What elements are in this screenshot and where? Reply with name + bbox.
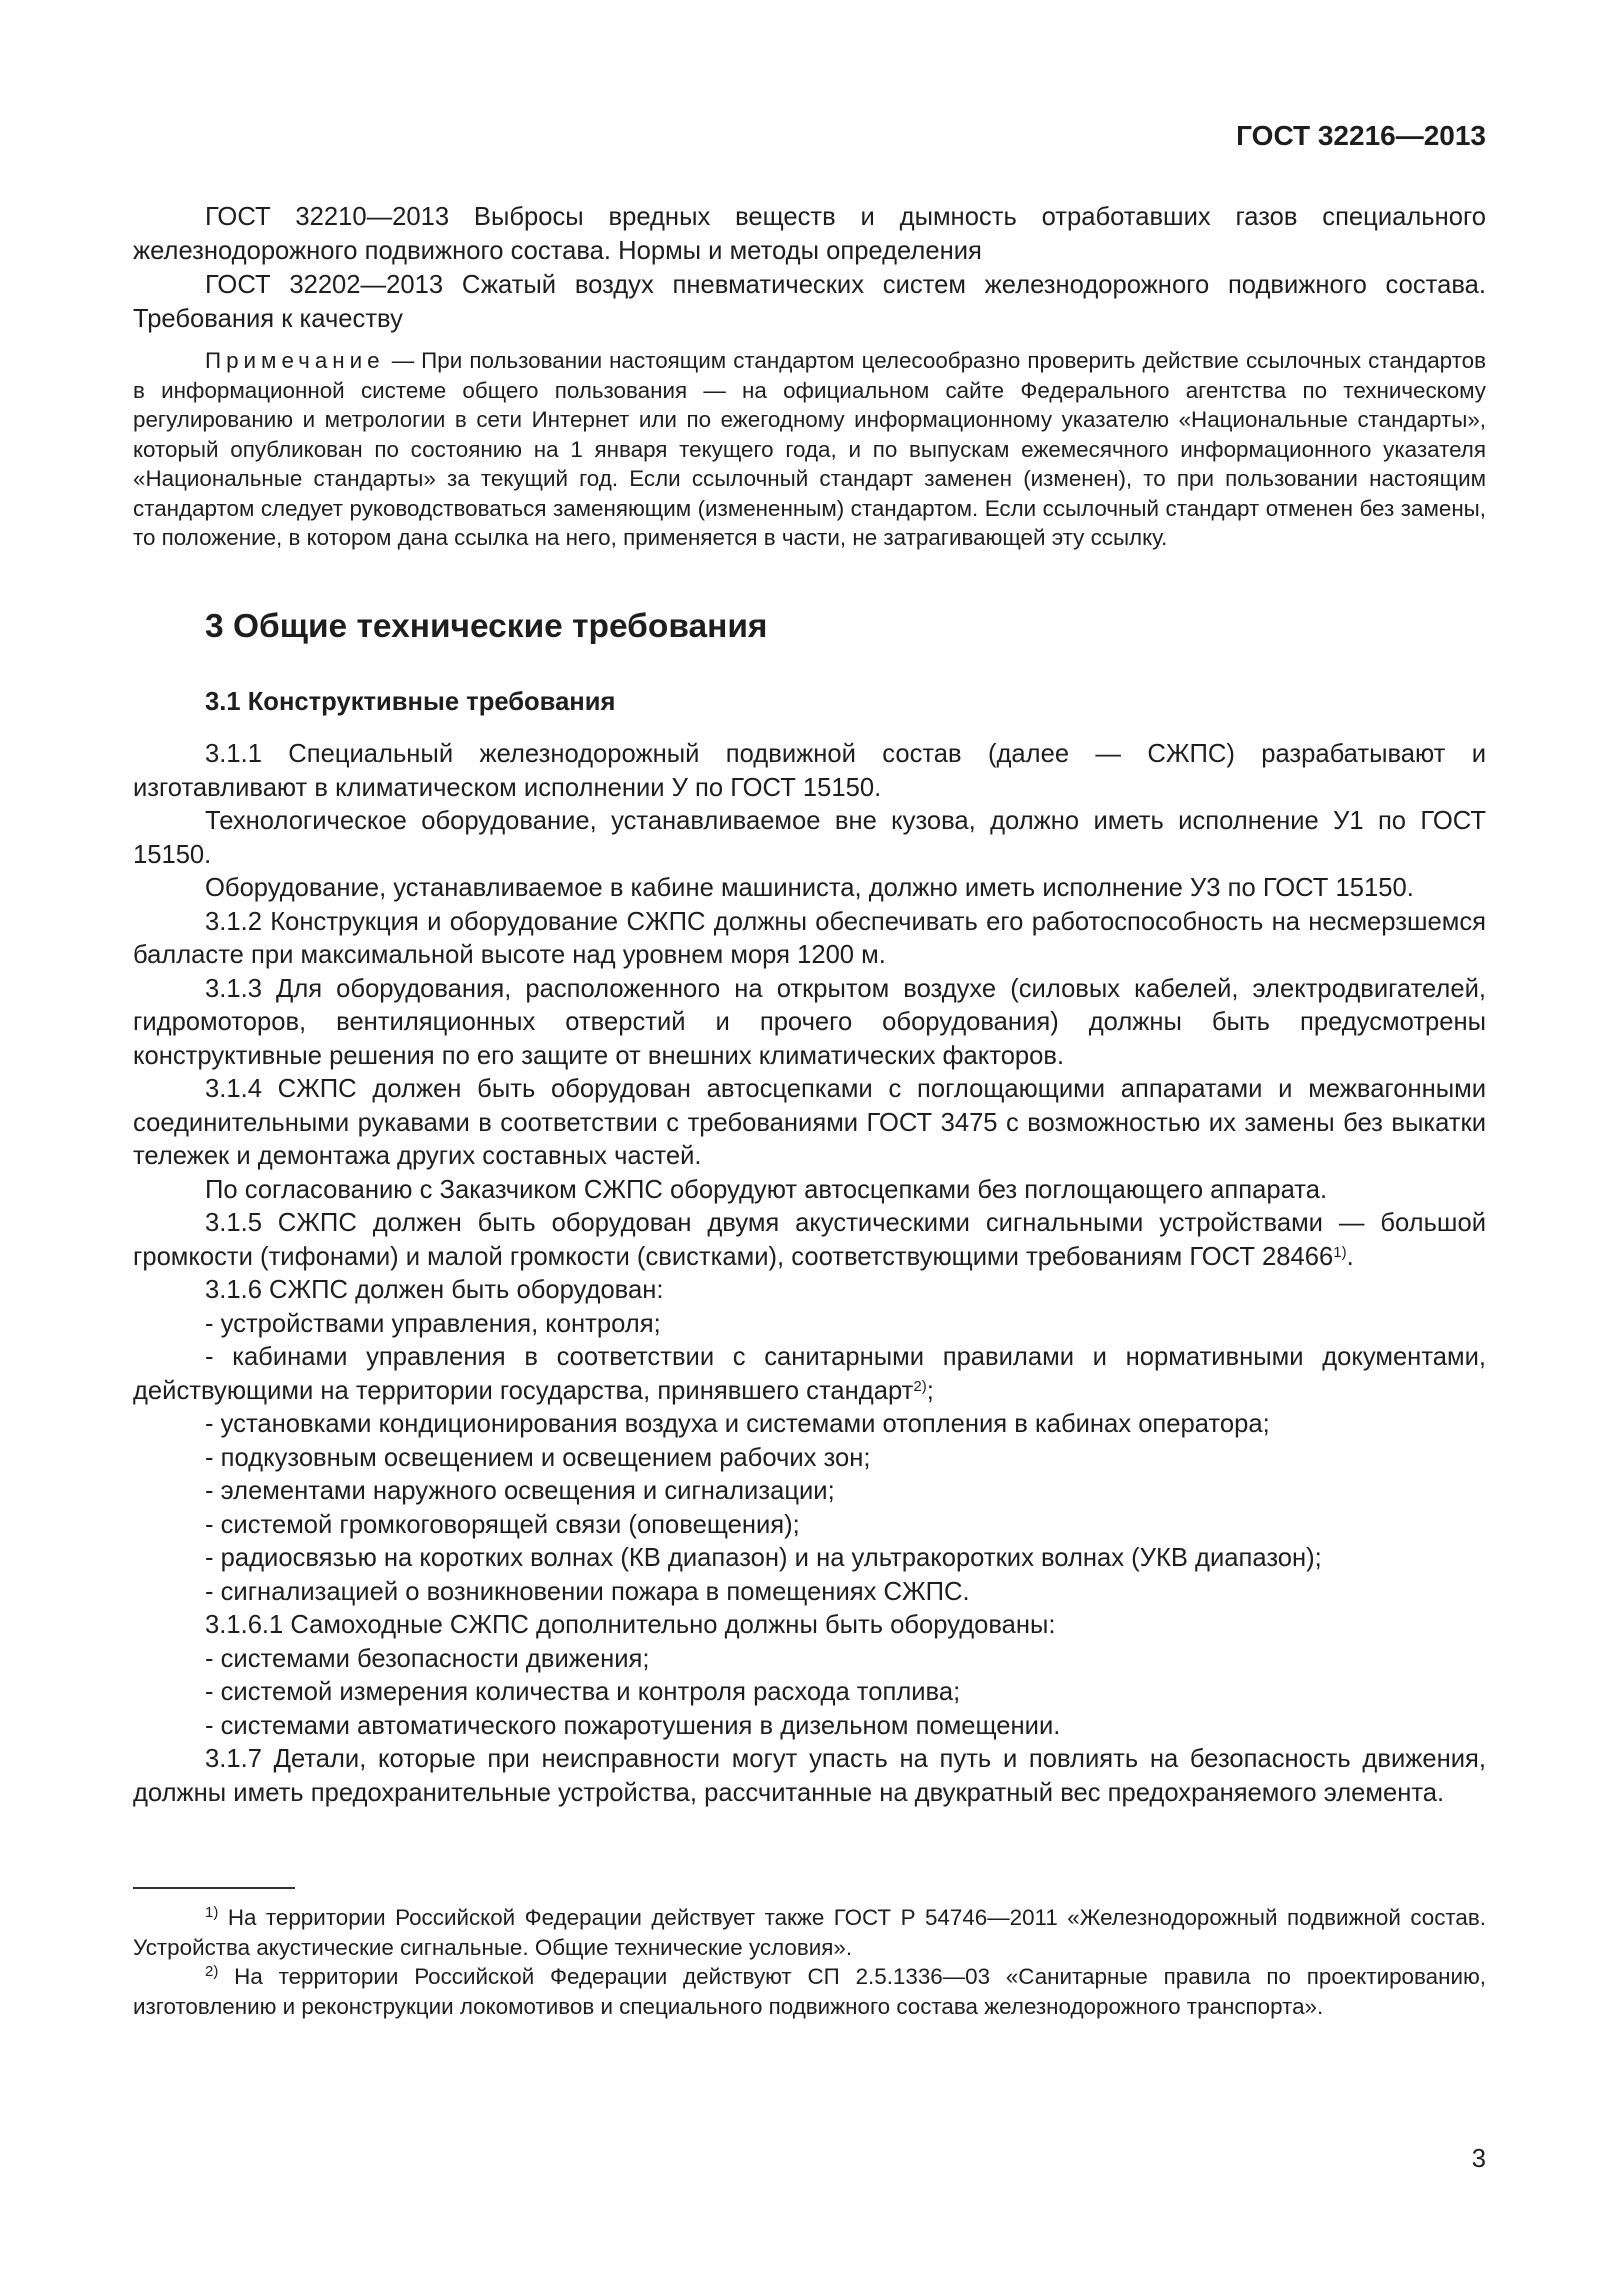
- paragraph: 3.1.6 СЖПС должен быть оборудован:: [205, 1276, 664, 1304]
- list-item: - элементами наружного освещения и сигнализации;: [205, 1477, 835, 1505]
- footnote-ref: 1): [1333, 1243, 1347, 1261]
- page-header-standard: ГОСТ 32216—2013: [1236, 120, 1486, 151]
- note-text: — При пользовании настоящим стандартом целесообразно проверить действие ссылочных стандартов в информационной системе общего пользования — на официальном сайте Федерального агентства по техническому регулированию и метрологии в сети Интернет или по ежегодному информационному указателю «Национальные стандарты», который опубликован по состоянию на 1 января текущего года, и по выпускам ежемесячного информационного указателя «Национальные стандарты» за текущий год. Если ссылочный стандарт заменен (изменен), то при пользовании настоящим стандартом следует руководствоваться заменяющим (измененным) стандартом. Если ссылочный стандарт отменен без замены, то положение, в котором дана ссылка на него, применяется в части, не затрагивающей эту ссылку.: [133, 348, 1486, 550]
- subsection-title: 3.1 Конструктивные требования: [205, 688, 616, 716]
- note-label: Примечание: [205, 348, 385, 373]
- paragraph: 3.1.2 Конструкция и оборудование СЖПС должны обеспечивать его работоспособность на несмерзшемся балласте при максимальной высоте над уровнем моря 1200 м.: [133, 907, 1486, 969]
- paragraph: 3.1.7 Детали, которые при неисправности могут упасть на путь и повлиять на безопасность движения, должны иметь предохранительные устройства, рассчитанные на двукратный вес предохраняемого элемента.: [133, 1745, 1486, 1807]
- paragraph: 3.1.1 Специальный железнодорожный подвижной состав (далее — СЖПС) разрабатывают и изготавливают в климатическом исполнении У по ГОСТ 15150.: [133, 740, 1486, 802]
- footnote-text: На территории Российской Федерации действуют СП 2.5.1336—03 «Санитарные правила по проектированию, изготовлению и реконструкции локомотивов и специального подвижного состава железнодорожного транспорта».: [133, 1964, 1486, 2019]
- footnote-ref: 2): [913, 1377, 927, 1395]
- footnote-mark: 1): [205, 1904, 219, 1921]
- footnote: [133, 1962, 1486, 2021]
- list-item: - системами безопасности движения;: [205, 1644, 650, 1673]
- note-block: [133, 346, 1486, 553]
- paragraph-3-1-5: [133, 1207, 1486, 1274]
- paragraph: По согласованию с Заказчиком СЖПС оборудуют автосцепками без поглощающего аппарата.: [205, 1175, 1328, 1204]
- paragraph-tail: .: [1346, 1242, 1354, 1271]
- section-body: [133, 738, 1486, 1810]
- paragraph: Оборудование, устанавливаемое в кабине машиниста, должно иметь исполнение У3 по ГОСТ 15150.: [205, 874, 1414, 902]
- paragraph-text: 3.1.5 СЖПС должен быть оборудован двумя акустическими сигнальными устройствами — большой громкости (тифонами) и малой громкости (свистками), соответствующими требованиям ГОСТ 28466: [133, 1209, 1486, 1271]
- footnote-divider: [133, 1887, 295, 1889]
- reference-item: ГОСТ 32210—2013 Выбросы вредных веществ и дымность отработавших газов специального железнодорожного подвижного состава. Нормы и методы определения: [133, 203, 1486, 265]
- paragraph: 3.1.3 Для оборудования, расположенного на открытом воздухе (силовых кабелей, электродвигателей, гидромоторов, вентиляционных отверстий и прочего оборудования) должны быть предусмотрены конструктивные решения по его защите от внешних климатических факторов.: [133, 974, 1486, 1070]
- list-item-cabins: [133, 1341, 1486, 1408]
- paragraph: 3.1.4 СЖПС должен быть оборудован автосцепками с поглощающими аппаратами и межвагонными соединительными рукавами в соответствии с требованиями ГОСТ 3475 с возможностью их замены без выкатки тележек и демонтажа других составных частей.: [133, 1075, 1486, 1170]
- list-item: - устройствами управления, контроля;: [205, 1309, 661, 1338]
- list-item: - установками кондиционирования воздуха и системами отопления в кабинах оператора;: [205, 1410, 1270, 1438]
- list-item-tail: ;: [926, 1376, 934, 1405]
- paragraph: Технологическое оборудование, устанавливаемое вне кузова, должно иметь исполнение У1 по ГОСТ 15150.: [133, 807, 1486, 869]
- footnote: [133, 1903, 1486, 1962]
- list-item: - радиосвязью на коротких волнах (КВ диапазон) и на ультракоротких волнах (УКВ диапазон);: [205, 1544, 1322, 1572]
- paragraph: 3.1.6.1 Самоходные СЖПС дополнительно должны быть оборудованы:: [205, 1611, 1056, 1639]
- reference-item: ГОСТ 32202—2013 Сжатый воздух пневматических систем железнодорожного подвижного состава. Требования к качеству: [133, 271, 1486, 333]
- list-item: - сигнализацией о возникновении пожара в помещениях СЖПС.: [205, 1577, 970, 1606]
- list-item: - системой громкоговорящей связи (оповещения);: [205, 1510, 800, 1539]
- section-title: 3 Общие технические требования: [205, 608, 768, 645]
- list-item-text: - кабинами управления в соответствии с санитарными правилами и нормативными документами, действующими на территории государства, принявшего стандарт: [133, 1343, 1486, 1405]
- page-number: 3: [1471, 2145, 1486, 2173]
- footnote-mark: 2): [205, 1963, 219, 1980]
- normative-references: [133, 200, 1486, 336]
- footnote-text: На территории Российской Федерации действует также ГОСТ Р 54746—2011 «Железнодорожный подвижной состав. Устройства акустические сигнальные. Общие технические условия».: [133, 1905, 1486, 1960]
- list-item: - системой измерения количества и контроля расхода топлива;: [205, 1678, 961, 1706]
- footnotes: [133, 1903, 1486, 2021]
- list-item: - системами автоматического пожаротушения в дизельном помещении.: [205, 1711, 1061, 1740]
- list-item: - подкузовным освещением и освещением рабочих зон;: [205, 1443, 871, 1472]
- note-paragraph: [133, 346, 1486, 553]
